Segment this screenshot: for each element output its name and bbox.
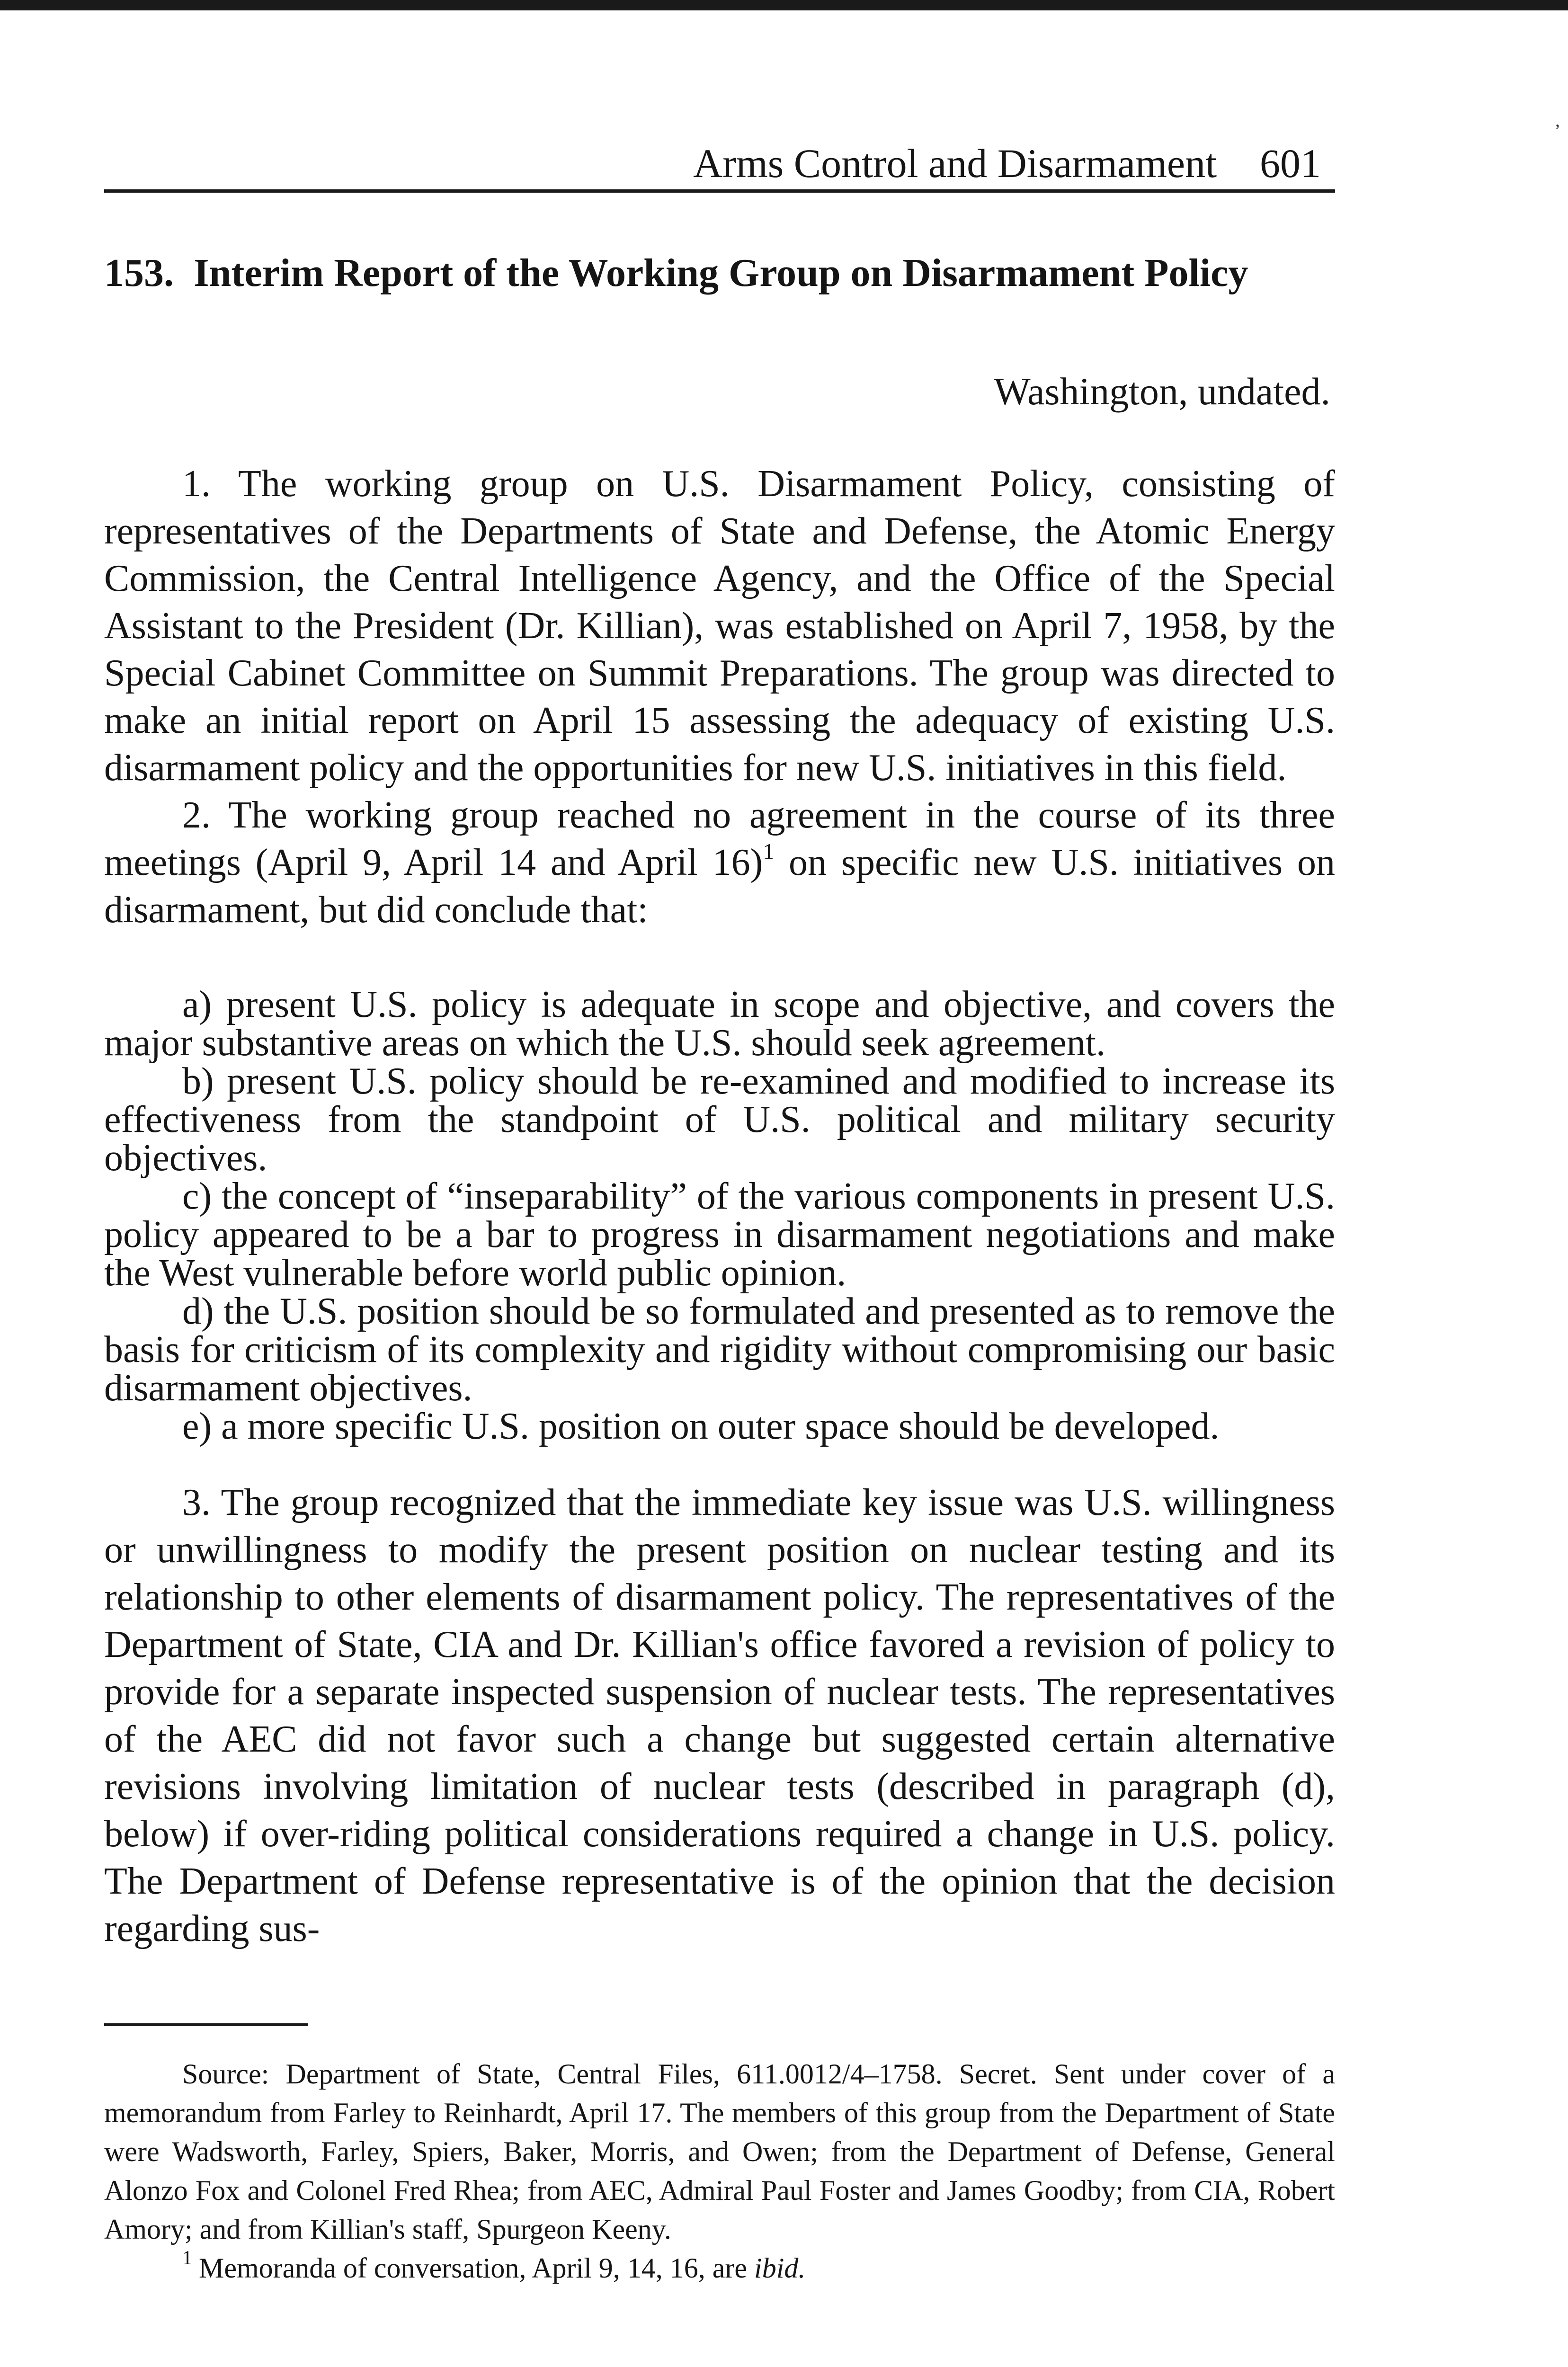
footnote-1-ibid: ibid. <box>754 2252 806 2284</box>
list-item: b) present U.S. policy should be re-examined and modified to increase its effectiveness from the standpoint of U.S. political and military security objectives. <box>104 1060 1335 1179</box>
paragraph-2-text: 2. The working group reached no agreement in the course of its three meetings (April 9, April 14 and April 16) <box>104 794 1335 883</box>
document-number: 153. <box>104 251 174 295</box>
paragraph-1: 1. The working group on U.S. Disarmament Policy, consisting of representatives of the Departments of State and Defense, the Atomic Energy Commission, the Central Intelligence Agency, and the Office of the Special Assistant to the President (Dr. Killian), was established on April 7, 1958, by the Special Cabinet Committee on Summit Preparations. The group was directed to make an initial report on April 15 assessing the adequacy of existing U.S. disarmament policy and the opportunities for new U.S. initiatives in this field. <box>104 463 1335 789</box>
running-header <box>104 118 1335 193</box>
list-item: a) present U.S. policy is adequate in scope and objective, and covers the major substantive areas on which the U.S. should seek agreement. <box>104 984 1335 1064</box>
list-item: d) the U.S. position should be so formulated and presented as to remove the basis for criticism of its complexity and rigidity without compromising our basic disarmament objectives. <box>104 1290 1335 1409</box>
paragraph-2-text-continued: on specific new U.S. initiatives on disarmament, but did conclude that: <box>104 842 1336 931</box>
footnote-divider <box>104 2023 308 2026</box>
scan-speck: , <box>1555 109 1560 131</box>
footnote-1 <box>104 2249 1335 2287</box>
scan-top-edge <box>0 0 1568 10</box>
body-text <box>104 460 1335 934</box>
footnote-reference-1: 1 <box>763 839 775 864</box>
footnote-1-text: Memoranda of conversation, April 9, 14, 16, are <box>199 2252 755 2284</box>
document-title: Interim Report of the Working Group on Disarmament Policy <box>194 251 1248 295</box>
list-item: e) a more specific U.S. position on outer space should be developed. <box>182 1406 1220 1447</box>
document-page <box>104 118 1335 2287</box>
paragraph-2 <box>104 792 1335 934</box>
source-note: Source: Department of State, Central Files, 611.0012/4–1758. Secret. Sent under cover of a memorandum from Farley to Reinhardt, April 17. The members of this group from the Department of State were Wadsworth, Farley, Spiers, Baker, Morris, and Owen; from the Department of Defense, General Alonzo Fox and Colonel Fred Rhea; from AEC, Admiral Paul Foster and James Goodby; from CIA, Robert Amory; and from Killian's staff, Spurgeon Keeny. <box>104 2058 1335 2245</box>
body-text-continued <box>104 1479 1335 1952</box>
footnote-1-mark: 1 <box>182 2247 192 2269</box>
footnotes <box>104 2055 1335 2287</box>
list-item: c) the concept of “inseparability” of the various components in present U.S. policy appeared to be a bar to progress in disarmament negotiations and make the West vulnerable before world public opinion. <box>104 1175 1335 1294</box>
running-title: Arms Control and Disarmament <box>693 141 1217 186</box>
document-heading <box>104 249 1335 297</box>
conclusions-list <box>104 986 1335 1446</box>
paragraph-3: 3. The group recognized that the immediate key issue was U.S. willingness or unwillingness to modify the present position on nuclear testing and its relationship to other elements of disarmament policy. The representatives of the Department of State, CIA and Dr. Killian's office favored a revision of policy to provide for a separate inspected suspension of nuclear tests. The representatives of the AEC did not favor such a change but suggested certain alternative revisions involving limitation of nuclear tests (described in paragraph (d), below) if over-riding political considerations required a change in U.S. policy. The Department of Defense representative is of the opinion that the decision regarding sus- <box>104 1482 1335 1949</box>
page-number: 601 <box>1260 141 1321 186</box>
dateline: Washington, undated. <box>994 370 1330 413</box>
